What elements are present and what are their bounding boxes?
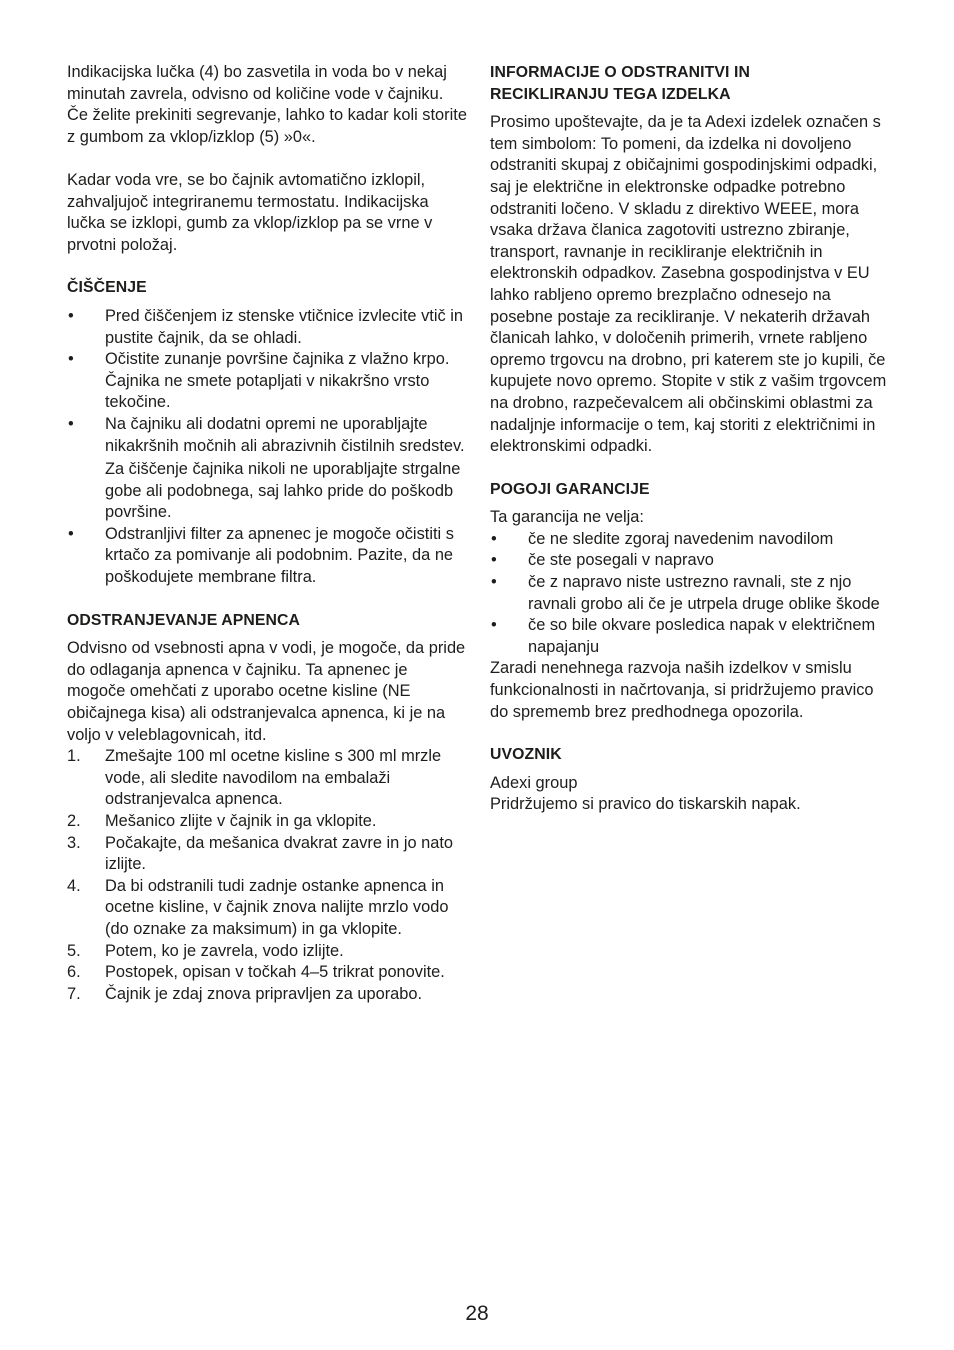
list-item-text: Na čajniku ali dodatni opremi ne uporabljajte nikakršnih močnih ali abrazivnih čistilnih sredstev. xyxy=(105,414,465,455)
step-number: 6. xyxy=(67,963,81,982)
step-text: Postopek, opisan v točkah 4–5 trikrat ponovite. xyxy=(105,963,445,982)
bullet-icon: • xyxy=(491,529,497,548)
step-text: Zmešajte 100 ml ocetne kisline s 300 ml mrzle vode, ali sledite navodilom na embalaži odstranjevalca apnenca. xyxy=(105,747,442,809)
bullet-icon: • xyxy=(491,616,497,635)
descaling-steps xyxy=(67,746,467,1005)
step-number: 5. xyxy=(67,941,81,960)
list-item xyxy=(490,615,890,658)
list-item-text: Odstranljivi filter za apnenec je mogoče očistiti s krtačo za pomivanje ali podobnim. Pazite, da ne poškodujete membrane filtra. xyxy=(105,524,454,587)
step-text: Čajnik je zdaj znova pripravljen za uporabo. xyxy=(105,984,423,1003)
step-number: 3. xyxy=(67,833,81,852)
page-number: 28 xyxy=(465,1302,489,1325)
step-text: Da bi odstranili tudi zadnje ostanke apnenca in ocetne kisline, v čajnik znova nalijte mrzlo vodo (do oznake za maksimum) in ga vklopite. xyxy=(105,876,449,938)
list-item xyxy=(490,550,890,572)
step-number: 2. xyxy=(67,812,81,830)
bullet-icon: • xyxy=(68,306,74,325)
list-item-text: Očistite zunanje površine čajnika z vlažno krpo. Čajnika ne smete potapljati v nikakršno vrsto tekočine. xyxy=(105,350,450,412)
descaling-intro: Odvisno od vsebnosti apna v vodi, je mogoče, da pride do odlaganja apnenca v čajniku. Ta apnenec je mogoče omehčati z uporabo ocetne kisline (NE običajnega kisa) ali odstranjevalca apnenca, ki je na voljo v veleblagovnicah, itd. xyxy=(67,639,466,744)
step-item xyxy=(67,876,467,941)
warranty-section xyxy=(490,479,890,724)
list-item xyxy=(67,349,467,414)
cleaning-section xyxy=(67,277,467,588)
cleaning-list xyxy=(67,306,467,589)
step-item xyxy=(67,941,467,963)
step-item xyxy=(67,833,467,876)
importer-heading: UVOZNIK xyxy=(490,746,562,764)
list-item xyxy=(67,524,467,589)
step-item xyxy=(67,962,467,984)
descaling-section xyxy=(67,610,467,1006)
disposal-section xyxy=(490,62,890,458)
bullet-icon: • xyxy=(68,414,74,433)
step-number: 1. xyxy=(67,747,81,766)
disposal-heading-line1: INFORMACIJE O ODSTRANITVI IN xyxy=(490,64,750,81)
bullet-icon: • xyxy=(491,551,497,570)
step-text: Počakajte, da mešanica dvakrat zavre in jo nato izlijte. xyxy=(105,833,454,874)
right-column xyxy=(490,62,890,816)
left-column xyxy=(67,62,467,1005)
disposal-body: Prosimo upoštevajte, da je ta Adexi izdelek označen s tem simbolom: To pomeni, da izdelka ni dovoljeno odstraniti skupaj z običajnimi gospodinjskimi odpadki, saj je električne in elektronske odpadke potrebno odstraniti ločeno. V skladu z direktivo WEEE, mora vsaka država članica zagotoviti ustrezno zbiranje, transport, ravnanje in recikliranje električnih in elektronskih odpadkov. Zasebna gospodinjstva v EU lahko rabljeno opremo brezplačno odnesejo na posebne postaje za recikliranje. V nekaterih državah članicah lahko, v določenih primerih, vrnete rabljeno opremo trgovcu na drobno, pri katerem ste jo kupili, če kupujete novo opremo. Stopite v stik z vašim trgovcem na drobno, razpečevalcem ali občinskimi oblastmi za nadaljnje informacije o tem, kaj storiti z električnimi in elektronskimi odpadki. xyxy=(490,113,887,456)
list-item xyxy=(490,529,890,551)
importer-name: Adexi group xyxy=(490,773,578,792)
list-item xyxy=(67,414,467,524)
bullet-icon: • xyxy=(68,524,74,543)
intro-paragraph: Indikacijska lučka (4) bo zasvetila in voda bo v nekaj minutah zavrela, odvisno od količine vode v čajniku. Če želite prekiniti segrevanje, lahko to kadar koli storite z gumbom za vklop/izklop (5) »0«. xyxy=(67,63,467,146)
warranty-heading: POGOJI GARANCIJE xyxy=(490,480,650,498)
disposal-heading-line2: RECIKLIRANJU TEGA IZDELKA xyxy=(490,85,731,103)
list-item-text: če so bile okvare posledica napak v električnem napajanju xyxy=(528,616,876,656)
list-item xyxy=(67,306,467,349)
bullet-icon: • xyxy=(68,350,74,369)
step-item xyxy=(67,984,467,1006)
warranty-intro: Ta garancija ne velja: xyxy=(490,508,644,527)
list-item-text: če z napravo niste ustrezno ravnali, ste z njo ravnali grobo ali če je utrpela druge oblike škode xyxy=(528,573,880,613)
step-item xyxy=(67,811,467,833)
descaling-heading: ODSTRANJEVANJE APNENCA xyxy=(67,611,301,629)
step-number: 7. xyxy=(67,984,81,1003)
importer-disclaimer: Pridržujemo si pravico do tiskarskih napak. xyxy=(490,795,801,814)
list-item-text: če ste posegali v napravo xyxy=(528,551,714,570)
step-text: Mešanico zlijte v čajnik in ga vklopite. xyxy=(105,812,377,830)
cleaning-note: Za čiščenje čajnika nikoli ne uporabljajte strgalne gobe ali podobnega, saj lahko pride do poškodb površine. xyxy=(105,460,461,522)
intro-paragraph: Kadar voda vre, se bo čajnik avtomatično izklopil, zahvaljujoč integriranemu termostatu. Indikacijska lučka se izklopi, gumb za vklop/izklop pa se vrne v prvotni položaj. xyxy=(67,170,433,254)
importer-section xyxy=(490,744,890,816)
step-text: Potem, ko je zavrela, vodo izlijte. xyxy=(105,941,344,960)
list-item-text: če ne sledite zgoraj navedenim navodilom xyxy=(528,529,834,548)
list-item xyxy=(490,572,890,615)
step-item xyxy=(67,746,467,811)
warranty-list xyxy=(490,529,890,659)
step-number: 4. xyxy=(67,876,81,895)
list-item-text: Pred čiščenjem iz stenske vtičnice izvlecite vtič in pustite čajnik, da se ohladi. xyxy=(105,306,463,347)
warranty-outro: Zaradi nenehnega razvoja naših izdelkov v smislu funkcionalnosti in načrtovanja, si pridržujemo pravico do sprememb brez predhodnega opozorila. xyxy=(490,659,874,721)
cleaning-heading: ČIŠČENJE xyxy=(67,279,147,297)
disposal-heading xyxy=(490,62,890,105)
bullet-icon: • xyxy=(491,573,497,592)
